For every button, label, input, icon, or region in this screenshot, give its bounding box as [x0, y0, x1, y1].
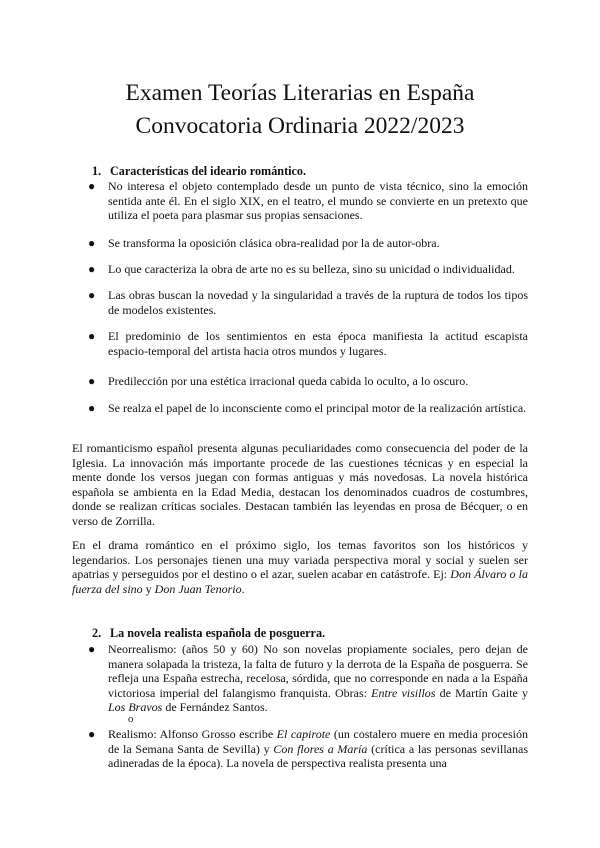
section-1-heading: [92, 164, 306, 179]
list-item-text: El predominio de los sentimientos en esta época manifiesta la actitud escapista espacio-temporal del artista hacia otros mundos y lugares.: [108, 329, 528, 358]
section-1-title: Características del ideario romántico.: [110, 164, 307, 178]
section-1-number: 1.: [92, 164, 102, 178]
list-item-text: Se realza el papel de lo inconsciente como el principal motor de la realización artística.: [108, 401, 527, 415]
list-item: [88, 179, 528, 223]
work-title: El capirote: [276, 727, 331, 741]
list-item: [88, 329, 528, 358]
list-item-text-part: Neorrealismo: (años 50 y 60) No son novelas propiamente sociales, pero dejan de manera solapada la tristeza, la falta de futuro y la derrota de la España de posguerra. Se refleja una España estrecha, recelosa, sórdida, que no corresponde en nada a la España victoriosa imperial del falangismo franquista. Obras:: [108, 642, 528, 700]
list-item-text-part: de Fernández Santos.: [162, 700, 268, 714]
paragraph-drama-romantico: [72, 538, 528, 596]
document-title-line-1: Examen Teorías Literarias en España: [125, 80, 475, 106]
section-2-number: 2.: [92, 626, 102, 640]
list-item: [88, 262, 528, 277]
list-item-text: Lo que caracteriza la obra de arte no es su belleza, sino su unicidad o individualidad.: [108, 262, 515, 276]
list-item: [88, 288, 528, 317]
paragraph-joiner: y: [142, 581, 155, 596]
bullet-icon: ●: [88, 179, 96, 193]
list-item-text: Predilección por una estética irracional queda cabida lo oculto, a lo oscuro.: [108, 374, 469, 388]
bullet-icon: ●: [88, 288, 96, 302]
bullet-icon: ●: [88, 642, 96, 656]
list-item-text: [108, 642, 528, 715]
list-item: [88, 236, 528, 251]
bullet-icon: ●: [88, 374, 96, 388]
list-item-text: [108, 727, 528, 771]
bullet-icon: ●: [88, 329, 96, 343]
work-title: Don Juan Tenorio: [154, 581, 242, 596]
paragraph-end: .: [241, 581, 245, 596]
bullet-icon: ●: [88, 236, 96, 250]
section-2-heading: [92, 626, 325, 641]
list-item-text-part: Realismo: Alfonso Grosso escribe: [108, 727, 277, 741]
list-item: [88, 642, 528, 715]
bullet-icon: ●: [88, 401, 96, 415]
list-item-text-part: (crítica a las personas sevillanas adineradas de la época). La novela de perspectiva realista presenta una: [108, 741, 528, 770]
paragraph-romanticismo: El romanticismo español presenta algunas peculiaridades como consecuencia del poder de la Iglesia. La innovación más importante procede de las cuestiones técnicas y en especial la mente donde los versos juegan con formas antiguas y más novedosas. La novela histórica española se ambienta en la Edad Media, destacan los denominados cuadros de costumbres, donde se realizan críticas sociales. Destacan también las leyendas en prosa de Bécquer, o en verso de Zorrilla.: [72, 441, 528, 528]
list-item-text-part: (un costalero muere en media procesión de la Semana Santa de Sevilla) y: [108, 727, 528, 756]
list-item-text: Las obras buscan la novedad y la singularidad a través de la ruptura de todos los tipos de modelos existentes.: [108, 288, 528, 317]
list-item-text: Se transforma la oposición clásica obra-realidad por la de autor-obra.: [108, 236, 440, 250]
section-2-title: La novela realista española de posguerra.: [110, 626, 326, 640]
list-item-text: No interesa el objeto contemplado desde un punto de vista técnico, sino la emoción sentida ante él. En el siglo XIX, en el teatro, el mundo se convierte en un pretexto que utiliza el poeta para plasmar sus propias sensaciones.: [108, 179, 528, 222]
bullet-icon: ●: [88, 727, 96, 741]
work-title: Los Bravos: [108, 700, 163, 714]
list-item: [88, 374, 528, 389]
work-title: Don Álvaro o la fuerza del sino: [72, 567, 528, 596]
sub-bullet-marker: o: [128, 713, 134, 725]
paragraph-text: En el drama romántico en el próximo siglo, los temas favoritos son los históricos y legendarios. Los personajes tienen una muy variada perspectiva moral y social y suelen ser apatrias y perseguidos por el destino o el azar, suelen acabar en catástrofe. Ej:: [72, 538, 528, 581]
document-title-line-2: Convocatoria Ordinaria 2022/2023: [135, 113, 465, 139]
list-item: [88, 401, 528, 416]
work-title: Entre visillos: [371, 685, 436, 700]
list-item: [88, 727, 528, 771]
list-item-text-part: de Martín Gaite y: [435, 685, 528, 700]
bullet-icon: ●: [88, 262, 96, 276]
work-title: Con flores a María: [273, 741, 368, 756]
